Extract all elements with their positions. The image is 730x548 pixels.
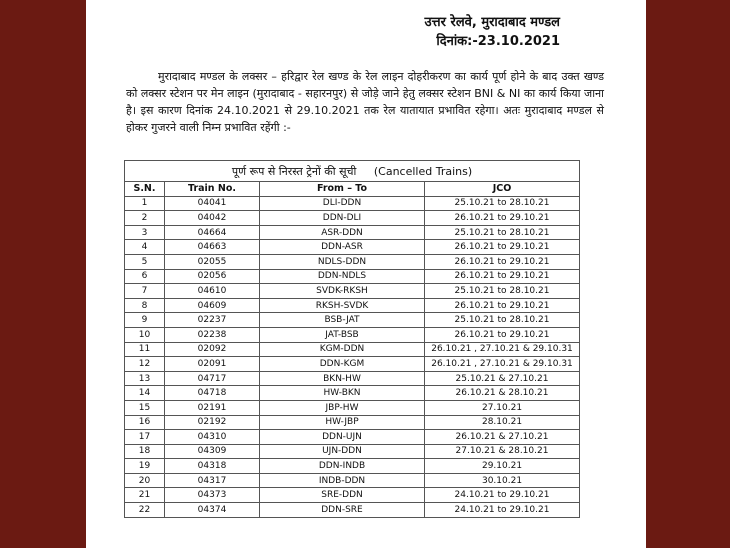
cell-sn: 14 — [125, 386, 165, 401]
cell-jco: 26.10.21 to 29.10.21 — [425, 211, 580, 226]
cell-train-no: 02055 — [165, 254, 260, 269]
cell-from-to: DDN-INDB — [260, 459, 425, 474]
cell-jco: 26.10.21 to 29.10.21 — [425, 254, 580, 269]
cell-from-to: INDB-DDN — [260, 473, 425, 488]
intro-paragraph: मुरादाबाद मण्डल के लक्सर – हरिद्वार रेल खण्ड के रेल लाइन दोहरीकरण का कार्य पूर्ण होने के बाद उक्त खण्ड को लक्सर स्टेशन पर मेन लाइन (मुरादाबाद - सहारनपुर) से जोड़े जाने हेतु लक्सर स्टेशन BNI & NI का कार्य किया जाना है। इस कारण दिनांक 24.10.2021 से 29.10.2021 तक रेल यातायात प्रभावित रहेगा। अतः मुरादाबाद मण्डल से होकर गुजरने वाली निम्न प्रभावित रहेंगी :- — [126, 70, 604, 134]
cell-jco: 26.10.21 to 29.10.21 — [425, 327, 580, 342]
cell-from-to: HW-BKN — [260, 386, 425, 401]
table-row — [125, 488, 580, 503]
cell-jco: 25.10.21 to 28.10.21 — [425, 284, 580, 299]
cell-from-to: BSB-JAT — [260, 313, 425, 328]
cell-train-no: 04310 — [165, 430, 260, 445]
table-row — [125, 240, 580, 255]
cell-jco: 25.10.21 to 28.10.21 — [425, 196, 580, 211]
cell-from-to: SVDK-RKSH — [260, 284, 425, 299]
cell-from-to: DDN-SRE — [260, 503, 425, 518]
cell-jco: 28.10.21 — [425, 415, 580, 430]
cell-jco: 24.10.21 to 29.10.21 — [425, 503, 580, 518]
cell-from-to: DDN-NDLS — [260, 269, 425, 284]
table-row — [125, 342, 580, 357]
cell-train-no: 04042 — [165, 211, 260, 226]
cell-from-to: BKN-HW — [260, 371, 425, 386]
table-row — [125, 357, 580, 372]
cell-from-to: RKSH-SVDK — [260, 298, 425, 313]
cell-sn: 20 — [125, 473, 165, 488]
cell-jco: 29.10.21 — [425, 459, 580, 474]
table-row — [125, 415, 580, 430]
cell-sn: 5 — [125, 254, 165, 269]
cell-sn: 2 — [125, 211, 165, 226]
table-row — [125, 503, 580, 518]
header-sn: S.N. — [125, 182, 165, 197]
cell-sn: 12 — [125, 357, 165, 372]
cell-jco: 25.10.21 to 28.10.21 — [425, 225, 580, 240]
cell-sn: 9 — [125, 313, 165, 328]
cell-train-no: 04041 — [165, 196, 260, 211]
cancelled-trains-table-wrapper — [124, 160, 579, 518]
cell-train-no: 04318 — [165, 459, 260, 474]
cell-sn: 13 — [125, 371, 165, 386]
cell-sn: 11 — [125, 342, 165, 357]
table-row — [125, 444, 580, 459]
cell-jco: 26.10.21 , 27.10.21 & 29.10.31 — [425, 357, 580, 372]
cell-jco: 25.10.21 to 28.10.21 — [425, 313, 580, 328]
cell-jco: 26.10.21 & 28.10.21 — [425, 386, 580, 401]
cell-from-to: KGM-DDN — [260, 342, 425, 357]
table-row — [125, 269, 580, 284]
table-row — [125, 211, 580, 226]
table-body — [125, 196, 580, 517]
cell-from-to: DDN-KGM — [260, 357, 425, 372]
table-row — [125, 386, 580, 401]
cell-train-no: 04663 — [165, 240, 260, 255]
table-row — [125, 196, 580, 211]
cell-sn: 4 — [125, 240, 165, 255]
caption-english: (Cancelled Trains) — [373, 164, 473, 178]
table-row — [125, 473, 580, 488]
cell-train-no: 02238 — [165, 327, 260, 342]
table-row — [125, 459, 580, 474]
cell-from-to: DDN-UJN — [260, 430, 425, 445]
cell-from-to: DDN-ASR — [260, 240, 425, 255]
cell-sn: 18 — [125, 444, 165, 459]
notice-date: दिनांक:-23.10.2021 — [436, 34, 560, 49]
cancelled-trains-table — [124, 160, 580, 518]
table-row — [125, 254, 580, 269]
cell-sn: 1 — [125, 196, 165, 211]
table-row — [125, 327, 580, 342]
cell-from-to: DLI-DDN — [260, 196, 425, 211]
cell-train-no: 04717 — [165, 371, 260, 386]
cell-jco: 26.10.21 to 29.10.21 — [425, 298, 580, 313]
cell-sn: 3 — [125, 225, 165, 240]
cell-from-to: NDLS-DDN — [260, 254, 425, 269]
table-row — [125, 284, 580, 299]
cell-from-to: ASR-DDN — [260, 225, 425, 240]
cell-train-no: 04374 — [165, 503, 260, 518]
cell-from-to: JBP-HW — [260, 400, 425, 415]
cell-sn: 10 — [125, 327, 165, 342]
cell-sn: 16 — [125, 415, 165, 430]
table-row — [125, 313, 580, 328]
cell-train-no: 04664 — [165, 225, 260, 240]
cell-train-no: 02192 — [165, 415, 260, 430]
cell-train-no: 04309 — [165, 444, 260, 459]
cell-jco: 24.10.21 to 29.10.21 — [425, 488, 580, 503]
header-jco: JCO — [425, 182, 580, 197]
cell-sn: 15 — [125, 400, 165, 415]
cell-train-no: 02237 — [165, 313, 260, 328]
table-row — [125, 371, 580, 386]
cell-sn: 17 — [125, 430, 165, 445]
cell-from-to: JAT-BSB — [260, 327, 425, 342]
cell-sn: 22 — [125, 503, 165, 518]
header-from-to: From – To — [260, 182, 425, 197]
cell-from-to: UJN-DDN — [260, 444, 425, 459]
cell-train-no: 04317 — [165, 473, 260, 488]
cell-jco: 30.10.21 — [425, 473, 580, 488]
document-page — [86, 0, 646, 548]
caption-hindi: पूर्ण रूप से निरस्त ट्रेनों की सूची — [231, 164, 357, 178]
table-caption — [125, 161, 580, 182]
cell-from-to: DDN-DLI — [260, 211, 425, 226]
cell-train-no: 04609 — [165, 298, 260, 313]
cell-jco: 26.10.21 , 27.10.21 & 29.10.31 — [425, 342, 580, 357]
table-caption-row — [125, 161, 580, 182]
header-train-no: Train No. — [165, 182, 260, 197]
cell-train-no: 02091 — [165, 357, 260, 372]
table-row — [125, 298, 580, 313]
cell-jco: 25.10.21 & 27.10.21 — [425, 371, 580, 386]
office-heading: उत्तर रेलवे, मुरादाबाद मण्डल — [424, 15, 560, 30]
cell-jco: 26.10.21 & 27.10.21 — [425, 430, 580, 445]
cell-train-no: 04373 — [165, 488, 260, 503]
table-row — [125, 400, 580, 415]
cell-sn: 8 — [125, 298, 165, 313]
cell-jco: 26.10.21 to 29.10.21 — [425, 269, 580, 284]
cell-jco: 27.10.21 & 28.10.21 — [425, 444, 580, 459]
table-header-row — [125, 182, 580, 197]
cell-sn: 21 — [125, 488, 165, 503]
cell-sn: 6 — [125, 269, 165, 284]
table-row — [125, 225, 580, 240]
cell-train-no: 04610 — [165, 284, 260, 299]
cell-train-no: 04718 — [165, 386, 260, 401]
cell-train-no: 02191 — [165, 400, 260, 415]
cell-from-to: HW-JBP — [260, 415, 425, 430]
cell-sn: 19 — [125, 459, 165, 474]
cell-jco: 26.10.21 to 29.10.21 — [425, 240, 580, 255]
cell-train-no: 02092 — [165, 342, 260, 357]
cell-jco: 27.10.21 — [425, 400, 580, 415]
cell-from-to: SRE-DDN — [260, 488, 425, 503]
cell-sn: 7 — [125, 284, 165, 299]
table-row — [125, 430, 580, 445]
cell-train-no: 02056 — [165, 269, 260, 284]
